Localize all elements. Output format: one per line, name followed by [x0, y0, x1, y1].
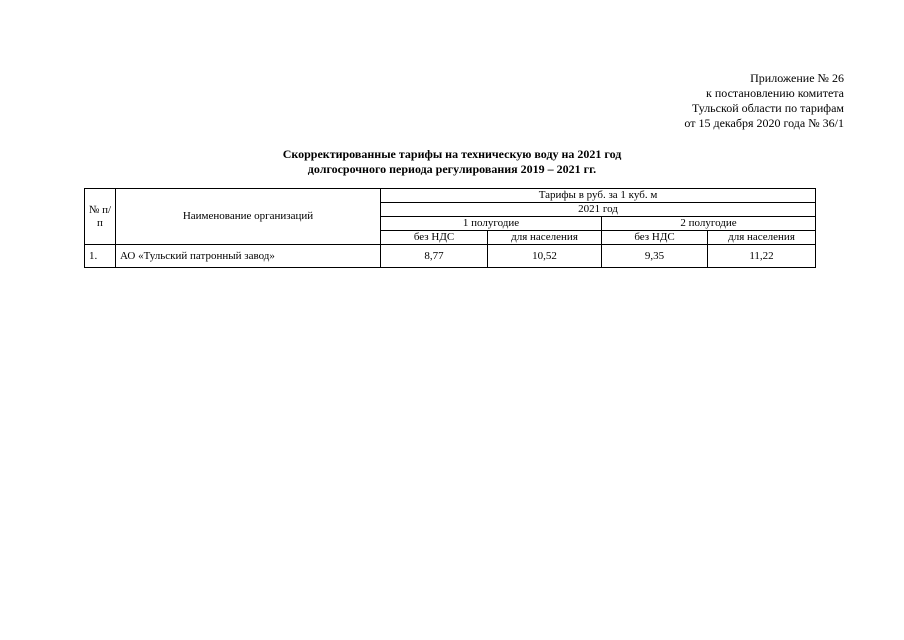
header-row-1 [85, 189, 816, 203]
header-population-1: для населения [488, 231, 602, 245]
row-h2-population: 11,22 [708, 245, 816, 268]
header-organization-name: Наименование организаций [116, 189, 381, 245]
row-h1-population: 10,52 [488, 245, 602, 268]
header-number [85, 189, 116, 245]
header-population-2: для населения [708, 231, 816, 245]
row-h2-no-vat: 9,35 [602, 245, 708, 268]
header-half-2: 2 полугодие [602, 217, 816, 231]
row-organization-name: АО «Тульский патронный завод» [116, 245, 381, 268]
appendix-note [684, 71, 844, 131]
row-number: 1. [85, 245, 116, 268]
row-h1-no-vat: 8,77 [381, 245, 488, 268]
appendix-line-3: Тульской области по тарифам [691, 101, 844, 115]
document-title [84, 147, 820, 177]
table-row [85, 245, 816, 268]
tariffs-table [84, 188, 816, 268]
header-no-vat-1: без НДС [381, 231, 488, 245]
title-line-1: Скорректированные тарифы на техническую воду на 2021 год [282, 147, 622, 161]
appendix-line-4: от 15 декабря 2020 года № 36/1 [684, 116, 844, 130]
header-no-vat-2: без НДС [602, 231, 708, 245]
title-line-2: долгосрочного периода регулирования 2019 – 2021 гг. [307, 162, 597, 176]
header-number-label: № п/п [88, 203, 112, 229]
header-half-1: 1 полугодие [381, 217, 602, 231]
appendix-line-2: к постановлению комитета [706, 86, 844, 100]
appendix-line-1: Приложение № 26 [750, 71, 844, 85]
header-tariffs: Тарифы в руб. за 1 куб. м [381, 189, 816, 203]
header-year: 2021 год [381, 203, 816, 217]
